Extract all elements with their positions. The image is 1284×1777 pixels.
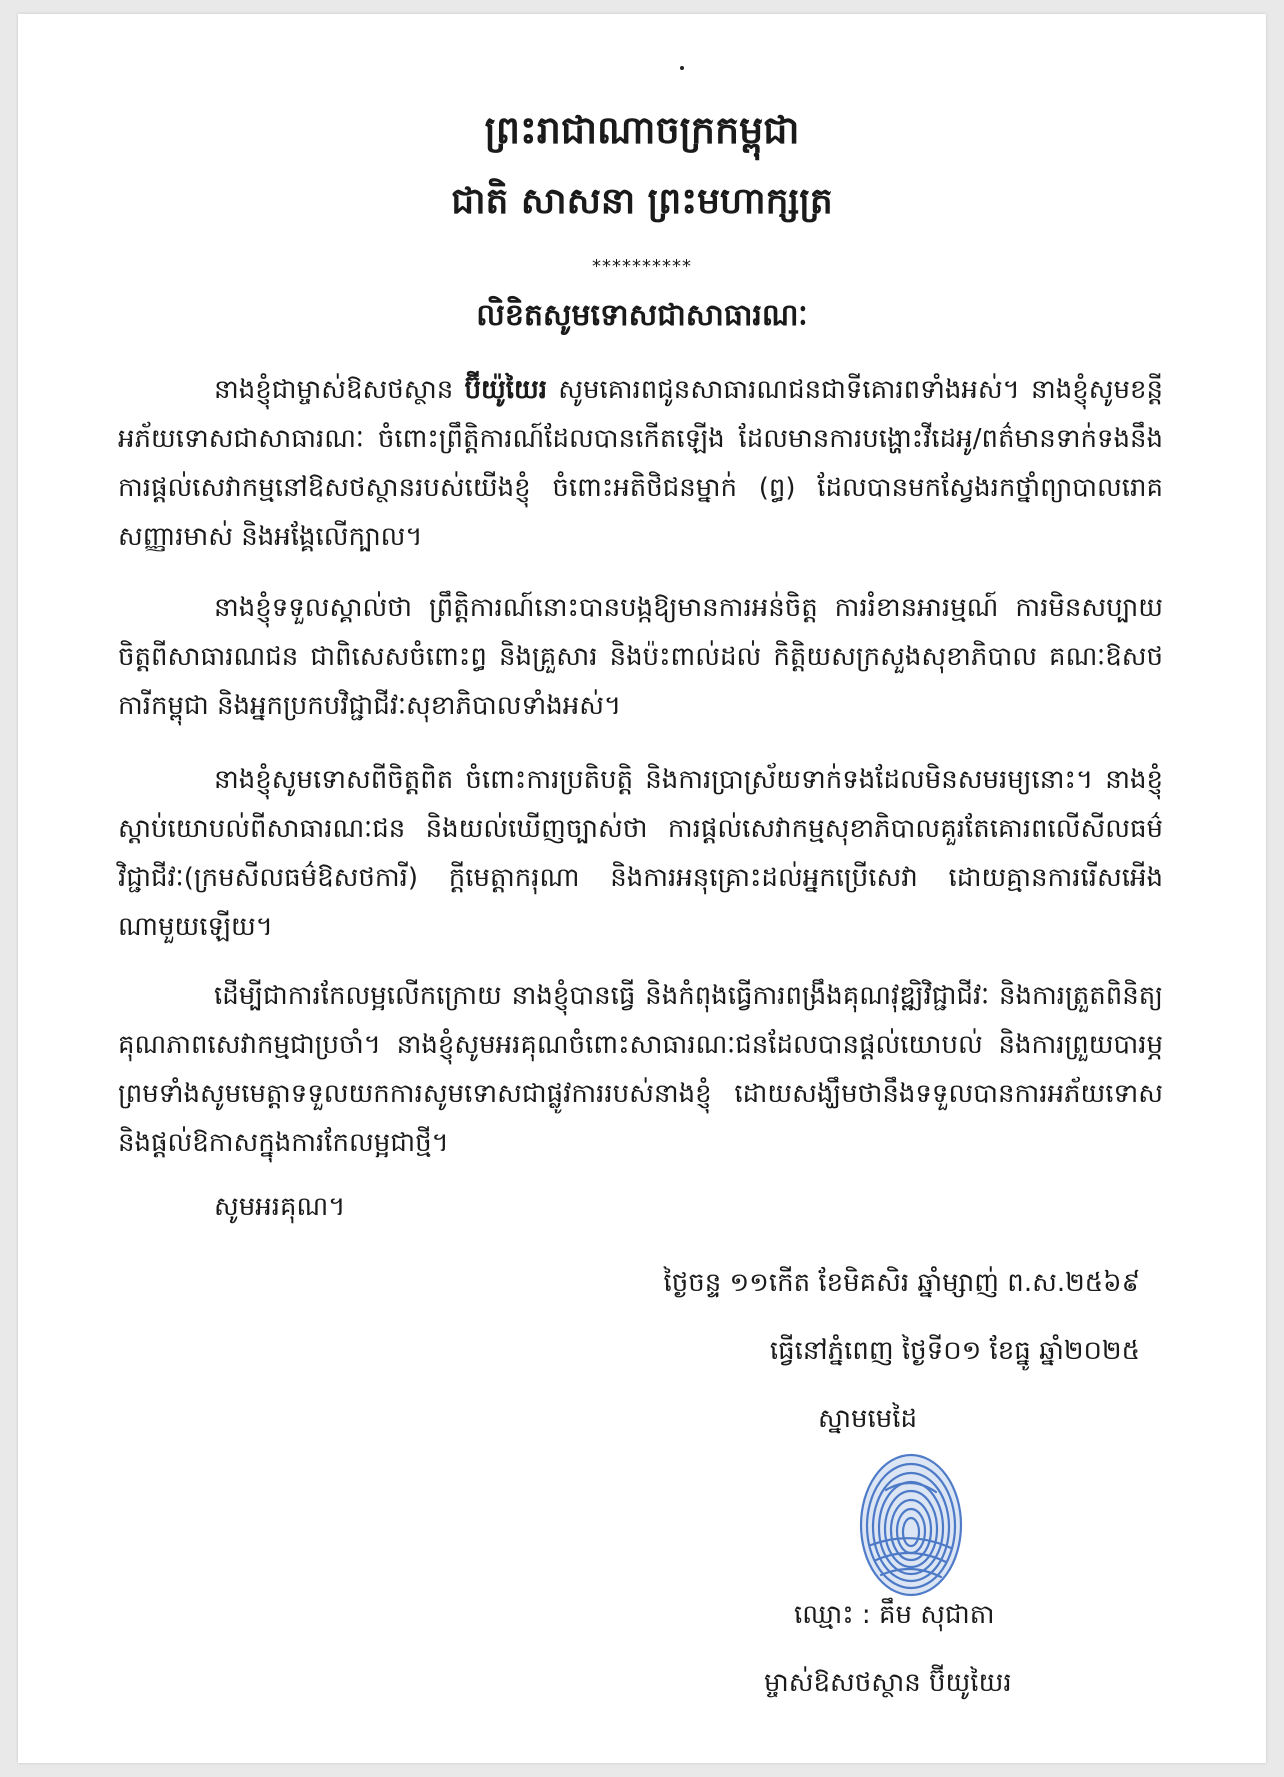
thumbprint-label: ស្នាមមេដៃ (818, 1404, 918, 1434)
paragraph-3 (118, 756, 1163, 952)
signatory-title: ម្ចាស់ឱសថស្ថាន ប៊ីយូយៃរ (764, 1668, 1012, 1698)
national-motto: ជាតិ សាសនា ព្រះមហាក្សត្រ (451, 180, 833, 222)
fingerprint-icon (856, 1450, 966, 1604)
signatory-name: ឈ្មោះ : គឹម សុជាតា (794, 1600, 995, 1630)
paragraph-1-intro: នាងខ្ញុំជាម្ចាស់ឱសថស្ថាន (214, 375, 454, 405)
letter-page (18, 14, 1266, 1763)
lunar-date: ថ្ងៃចន្ទ ១១កើត ខែមិគសិរ ឆ្នាំម្សាញ់ ព.ស.២៥៦៩ (663, 1268, 1140, 1298)
paragraph-1-rest: សូមគោរពជូនសាធារណជនជាទីគោរពទាំងអស់។ នាងខ្ញុំសូមខន្តីអភ័យទោសជាសាធារណៈ ចំពោះព្រឹត្តិការណ៍ដែលបានកើតឡើង ដែលមានការបង្ហោះវីដេអូ/ពត៌មានទាក់ទងនឹងការផ្តល់សេវាកម្មនៅឱសថស្ថានរបស់យើងខ្ញុំ ចំពោះអតិថិជនម្នាក់ (ព្ធ) ដែលបានមកស្វែងរកថ្នាំព្យាបាលរោគសញ្ញារមាស់ និងអង្គែលើក្បាល។ (118, 375, 1163, 552)
kingdom-heading: ព្រះរាជាណាចក្រកម្ពុជា (484, 107, 800, 152)
paragraph-2 (118, 584, 1163, 731)
paragraph-3-text: នាងខ្ញុំសូមទោសពីចិត្តពិត ចំពោះការប្រតិបត្តិ និងការប្រាស្រ័យទាក់ទងដែលមិនសមរម្យនោះ។ នាងខ្ញុំស្តាប់យោបល់ពីសាធារណៈជន និងយល់ឃើញច្បាស់ថា ការផ្តល់សេវាកម្មសុខាភិបាលគួរតែគោរពលើសីលធម៌វិជ្ជាជីវៈ(ក្រមសីលធម៌ឱសថការី) ក្តីមេត្តាករុណា និងការអនុគ្រោះដល់អ្នកប្រើសេវា ដោយគ្មានការរើសអើងណាមួយឡើយ។ (118, 765, 1163, 942)
paragraph-4 (118, 972, 1163, 1168)
closing-thanks: សូមអរគុណ។ (214, 1192, 346, 1222)
pharmacy-name: ប៊ីយ៉ូយៃរ (464, 375, 548, 405)
separator: ********** (592, 256, 692, 277)
letter-title: លិខិតសូមទោសជាសាធារណៈ (476, 298, 808, 333)
place-and-date: ធ្វើនៅភ្នំពេញ ថ្ងៃទី០១ ខែធ្នូ ឆ្នាំ២០២៥ (769, 1336, 1140, 1366)
top-dot (680, 66, 684, 70)
paragraph-4-text: ដើម្បីជាការកែលម្អលើកក្រោយ នាងខ្ញុំបានធ្វើ និងកំពុងធ្វើការពង្រឹងគុណវុឌ្ឍិវិជ្ជាជីវៈ និងការត្រួតពិនិត្យគុណភាពសេវាកម្មជាប្រចាំ។ នាងខ្ញុំសូមអរគុណចំពោះសាធារណៈជនដែលបានផ្តល់យោបល់ និងការព្រួយបារម្ភ ព្រមទាំងសូមមេត្តាទទួលយកការសូមទោសជាផ្លូវការរបស់នាងខ្ញុំ ដោយសង្ឃឹមថានឹងទទួលបានការអភ័យទោស និងផ្តល់ឱកាសក្នុងការកែលម្អជាថ្មី។ (118, 981, 1163, 1158)
paragraph-1 (118, 366, 1163, 562)
paragraph-2-text: នាងខ្ញុំទទួលស្គាល់ថា ព្រឹត្តិការណ៍នោះបានបង្កឱ្យមានការអន់ចិត្ត ការរំខានអារម្មណ៍ ការមិនសប្បាយចិត្តពីសាធារណជន ជាពិសេសចំពោះព្ធ និងគ្រួសារ និងប៉ះពាល់ដល់ កិត្តិយសក្រសួងសុខាភិបាល គណៈឱសថការីកម្ពុជា និងអ្នកប្រកបវិជ្ជាជីវៈសុខាភិបាលទាំងអស់។ (118, 593, 1163, 721)
